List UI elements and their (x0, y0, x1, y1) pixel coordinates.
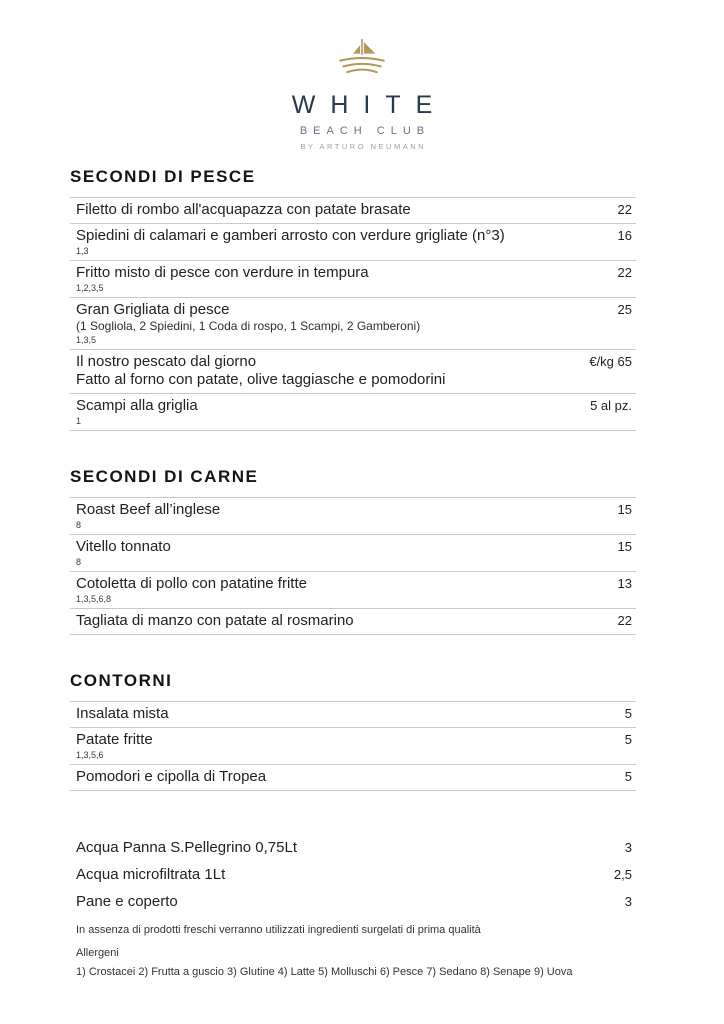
item-name: Patate fritte (76, 731, 153, 748)
item-price: 13 (617, 576, 632, 591)
item-name: Acqua Panna S.Pellegrino 0,75Lt (76, 839, 297, 856)
item-name: Cotoletta di pollo con patatine fritte (76, 575, 307, 592)
item-price: 5 al pz. (590, 398, 632, 413)
allergens-legend: 1) Crostacei 2) Frutta a guscio 3) Glutine 4) Latte 5) Molluschi 6) Pesce 7) Sedano 8) Senape 9) Uova (76, 966, 573, 978)
item-name: Pane e coperto (76, 893, 178, 910)
item-allergens: 8 (76, 557, 82, 567)
menu-section (70, 467, 636, 635)
item-name: Spiedini di calamari e gamberi arrosto con verdure grigliate (n°3) (76, 227, 505, 244)
menu-section (70, 671, 636, 791)
item-allergens: 1,2,3,5 (76, 283, 104, 293)
menu-item-row (70, 764, 636, 790)
item-name: Il nostro pescato dal giorno (76, 353, 257, 370)
brand-name: WHITE (291, 91, 448, 119)
item-text (76, 538, 618, 567)
menu-item-row (70, 497, 636, 534)
item-price: 25 (617, 302, 632, 317)
menu-item-row (70, 393, 636, 430)
sailboat-waves-icon (330, 36, 394, 84)
item-text (76, 501, 618, 530)
item-allergens: 1 (76, 416, 82, 426)
section-title: SECONDI DI CARNE (70, 467, 259, 486)
menu-item-row (70, 701, 636, 727)
menu-item-row (70, 260, 636, 297)
item-text (76, 201, 618, 219)
menu-item-row (70, 608, 636, 634)
item-price: 22 (617, 202, 632, 217)
section-items (70, 497, 636, 635)
item-name: Roast Beef all’inglese (76, 501, 221, 518)
item-text (76, 612, 618, 630)
section-items (70, 701, 636, 791)
item-name: Insalata mista (76, 705, 169, 722)
item-price: 5 (624, 769, 632, 784)
item-text (76, 397, 590, 426)
brand-subtitle: BEACH CLUB (299, 125, 431, 137)
item-price: 22 (617, 613, 632, 628)
item-price: 15 (617, 502, 632, 517)
section-items (70, 197, 636, 431)
section-items (70, 835, 636, 916)
item-text (76, 705, 625, 723)
item-price: 22 (617, 265, 632, 280)
item-text (76, 301, 618, 345)
menu-sections (70, 167, 636, 916)
section-title: CONTORNI (70, 671, 173, 690)
item-name-line2: Fatto al forno con patate, olive taggiasche e pomodorini (76, 371, 446, 388)
item-price: 2,5 (613, 867, 632, 882)
item-text (76, 839, 625, 857)
item-price: 5 (624, 732, 632, 747)
brand-byline: BY ARTURO NEUMANN (300, 142, 427, 151)
item-price: 3 (624, 894, 632, 909)
item-text (76, 768, 625, 786)
item-name: Filetto di rombo all'acquapazza con patate brasate (76, 201, 411, 218)
item-price: 16 (617, 228, 632, 243)
item-text (76, 353, 589, 389)
menu-item-row (70, 727, 636, 764)
menu-item-row (70, 571, 636, 608)
item-name: Vitello tonnato (76, 538, 171, 555)
item-allergens: 1,3 (76, 246, 89, 256)
menu-item-row (70, 197, 636, 223)
menu-item-row (70, 297, 636, 349)
menu-section (70, 167, 636, 431)
item-text (76, 866, 614, 884)
menu-item-row (70, 862, 636, 889)
allergens-title: Allergeni (76, 947, 119, 959)
item-price: 15 (617, 539, 632, 554)
menu-item-row (70, 889, 636, 916)
item-text (76, 264, 618, 293)
freshness-note: In assenza di prodotti freschi verranno utilizzati ingredienti surgelati di prima qualità (76, 924, 481, 936)
item-name: Gran Grigliata di pesce (76, 301, 230, 318)
item-price: 3 (624, 840, 632, 855)
item-text (76, 227, 618, 256)
section-title: SECONDI DI PESCE (70, 167, 256, 186)
item-name: Pomodori e cipolla di Tropea (76, 768, 267, 785)
logo (0, 36, 724, 151)
menu-item-row (70, 223, 636, 260)
item-text (76, 893, 625, 911)
item-name: Scampi alla griglia (76, 397, 198, 414)
item-price: €/kg 65 (589, 354, 632, 369)
item-allergens: 1,3,5,6 (76, 750, 104, 760)
menu-item-row (70, 835, 636, 862)
item-name: Fritto misto di pesce con verdure in tempura (76, 264, 369, 281)
item-description: (1 Sogliola, 2 Spiedini, 1 Coda di rospo, 1 Scampi, 2 Gamberoni) (76, 319, 421, 333)
menu-item-row (70, 349, 636, 393)
item-text (76, 575, 618, 604)
item-price: 5 (624, 706, 632, 721)
item-name: Tagliata di manzo con patate al rosmarino (76, 612, 354, 629)
item-allergens: 1,3,5 (76, 335, 97, 345)
item-allergens: 1,3,5,6,8 (76, 594, 112, 604)
menu-item-row (70, 534, 636, 571)
footer-notes (70, 924, 636, 979)
item-allergens: 8 (76, 520, 82, 530)
menu-content (70, 167, 636, 979)
item-name: Acqua microfiltrata 1Lt (76, 866, 226, 883)
menu-section (70, 835, 636, 916)
item-text (76, 731, 625, 760)
